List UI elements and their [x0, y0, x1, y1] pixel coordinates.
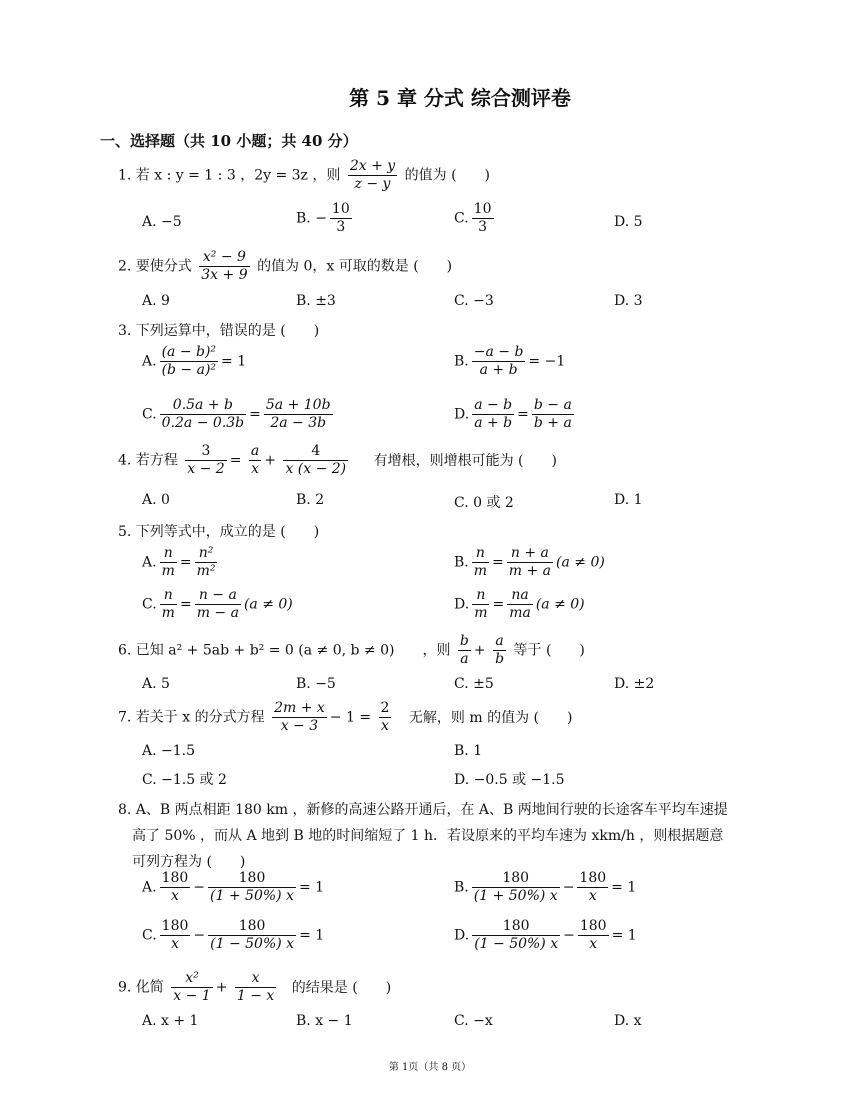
option-a: A. $\frac{\text{(a − b)²}}{\text{(b − a)²}}$ = 1 [142, 344, 247, 378]
option-b: B. ±3 [296, 293, 336, 309]
option-c: C. −x [454, 1013, 493, 1029]
question-6: 6. 已知 a² + 5ab + b² = 0 (a ≠ 0, b ≠ 0) ，则 $\frac{b}{a}$ + $\frac{a}{b}$ 等于 ( ) [118, 633, 585, 667]
option-b: B. −5 [296, 676, 336, 692]
question-5: 5. 下列等式中，成立的是 ( ) [118, 524, 320, 540]
question-8-line-1: 8. A、B 两点相距 180 km ，新修的高速公路开通后，在 A、B 两地间行驶的长途客车平均车速提 [118, 802, 728, 818]
question-8-line-2: 高了 50% ，而从 A 地到 B 地的时间缩短了 1 h．若设原来的平均车速为 xkm/h ，则根据题意 [132, 828, 724, 844]
option-b: B. x − 1 [296, 1013, 353, 1029]
option-d: D. ±2 [614, 676, 655, 692]
option-a: A. 0 [142, 492, 170, 508]
option-b: B. $\frac{180}{(1 + 50\%) x}$ − $\frac{180}{x}$ = 1 [454, 870, 637, 904]
question-2: 2. 要使分式 $\frac{\text{x² − 9}}{3x + 9}$ 的值为 0，x 可取的数是 ( ) [118, 249, 453, 283]
option-c: C. $\frac{180}{x}$ − $\frac{180}{(1 - 50\%) x}$ = 1 [142, 918, 325, 952]
question-1: 1. 若 x : y = 1 : 3 ，2y = 3z ，则 $\frac{2x + y}{z - y}$ 的值为 ( ) [118, 158, 490, 192]
section-heading: 一、选择题（共 10 小题；共 40 分） [100, 132, 358, 150]
option-d: D. x [614, 1013, 642, 1029]
option-a: A. x + 1 [142, 1013, 199, 1029]
option-b: B. 2 [296, 492, 325, 508]
option-a: A. −1.5 [142, 743, 196, 759]
option-c: C. ±5 [454, 676, 494, 692]
option-d: D. 1 [614, 492, 643, 508]
option-a: A. $\frac{180}{x}$ − $\frac{180}{(1 + 50\%) x}$ = 1 [142, 870, 325, 904]
option-d: D. −0.5 或 −1.5 [454, 772, 565, 788]
question-8-line-3: 可列方程为 ( ) [132, 854, 246, 870]
option-b: B. $\frac{-a - b}{a + b}$ = −1 [454, 344, 566, 378]
option-d: D. $\frac{n}{m}$ = $\frac{na}{ma}$ (a ≠ 0) [454, 587, 585, 621]
option-c: C. 0 或 2 [454, 495, 514, 511]
option-b: B. − $\frac{10}{3}$ [296, 201, 350, 235]
option-d: D. $\frac{180}{(1 - 50\%) x}$ − $\frac{180}{x}$ = 1 [454, 918, 637, 952]
option-c: C. $\frac{10}{3}$ [454, 201, 492, 235]
option-a: A. −5 [142, 214, 182, 230]
option-c: C. −3 [454, 293, 494, 309]
option-a: A. 9 [142, 293, 170, 309]
fraction: $\frac{2x + y}{z - y}$ [349, 158, 396, 192]
page-title: 第 5 章 分式 综合测评卷 [349, 86, 571, 110]
question-3: 3. 下列运算中，错误的是 ( ) [118, 323, 320, 339]
option-b: B. $\frac{n}{m}$ = $\frac{n + a}{m + a}$ (a ≠ 0) [454, 545, 605, 579]
option-c: C. −1.5 或 2 [142, 772, 227, 788]
option-d: D. 3 [614, 293, 643, 309]
option-d: D. 5 [614, 214, 643, 230]
option-a: A. 5 [142, 676, 170, 692]
question-9: 9. 化简 $\frac{\text{x²}}{x - 1}$ + $\frac{x}{1 - x}$ 的结果是 ( ) [118, 970, 392, 1004]
option-b: B. 1 [454, 743, 483, 759]
question-7: 7. 若关于 x 的分式方程 $\frac{2m + x}{x - 3}$ − 1 = $\frac{2}{x}$ 无解，则 m 的值为 ( ) [118, 700, 573, 734]
option-a: A. $\frac{n}{m}$ = $\frac{\text{n²}}{\text{m²}}$ [142, 545, 216, 579]
option-d: D. $\frac{a - b}{a + b}$ = $\frac{b - a}{b + a}$ [454, 397, 572, 431]
option-c: C. $\frac{n}{m}$ = $\frac{n - a}{m - a}$ (a ≠ 0) [142, 587, 293, 621]
page-footer: 第 1页（共 8 页） [388, 1062, 472, 1073]
question-4: 4. 若方程 $\frac{3}{x - 2}$ = $\frac{a}{x}$ + $\frac{4}{x (x - 2)}$ 有增根，则增根可能为 ( ) [118, 443, 557, 477]
option-c: C. $\frac{0.5a + b}{0.2a - 0.3b}$ = $\frac{5a + 10b}{2a - 3b}$ [142, 397, 331, 431]
